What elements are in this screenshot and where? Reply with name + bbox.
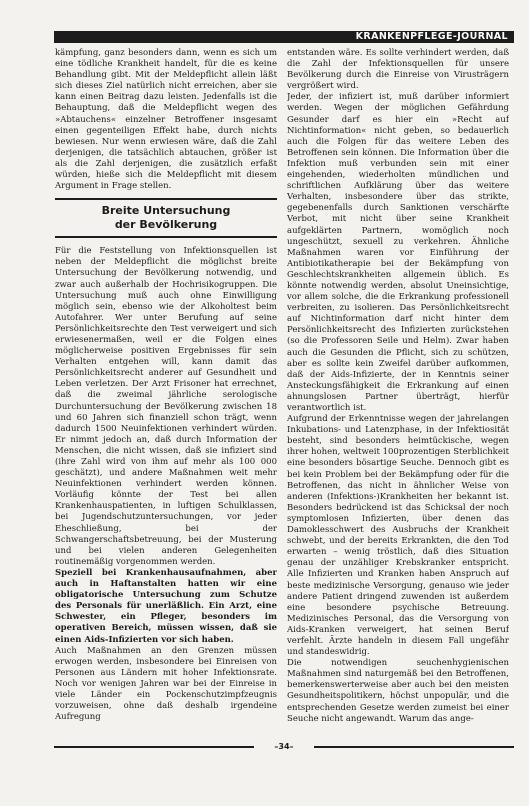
left-paragraph-3-bold: Speziell bei Krankenhausaufnahmen, aber auch in Haftanstalten hatten wir eine obligatorische Untersuchung zum Schutze des Personals für unerläßlich. Ein Arzt, eine Schwester, ein Pfleger, besonders im operativen Bereich, müssen wissen, daß sie einen Aids-Infizierten vor sich haben. [55, 567, 277, 645]
page-number: –34– [274, 742, 294, 751]
right-paragraph-4: Die notwendigen seuchenhygienischen Maßnahmen sind naturgemäß bei den Betroffenen, bemerkenswerterweise aber auch bei den meisten Gesundheitspolitikern, höchst unpopulär, und die entsprechenden Gesetze werden zumeist bei einer Seuche nicht angewandt. Warum das ange- [287, 658, 509, 724]
left-column [55, 48, 277, 738]
journal-title: KRANKENPFLEGE-JOURNAL [355, 31, 508, 42]
left-paragraph-2: Für die Feststellung von Infektionsquellen ist neben der Meldepflicht die möglichst breite Untersuchung der Bevölkerung notwendig, und zwar auch außerhalb der Hochrisikogruppen. Die Untersuchung muß auch ohne Einwilligung möglich sein, ebenso wie der Alkoholtest beim Autofahrer. Wer unter Berufung auf seine Persönlichkeitsrechte den Test verweigert und sich erwiesenermaßen, weil er die Folgen eines möglicherweise positiven Ergebnisses für sein Verhalten entgehen will, kann damit das Persönlichkeitsrecht anderer auf Gesundheit und Leben verletzen. Der Arzt Frisoner hat errechnet, daß die zweimal jährliche serologische Durchuntersuchung der Bevölkerung zwischen 18 und 60 Jahren sich finanziell schon trägt, wenn dadurch 1500 Neuinfektionen verhindert würden. Er nimmt jedoch an, daß durch Information der Menschen, die nicht wissen, daß sie infiziert sind (ihre Zahl wird von ihm auf mehr als 100 000 geschätzt), und andere Maßnahmen weit mehr Neuinfektionen verhindert werden können. Vorläufig könnte der Test bei allen Krankenhauspatienten, in luftigen Schulklassen, bei Jugendschutzuntersuchungen, vor jeder Eheschließung, bei der Schwangerschaftsbetreuung, bei der Musterung und bei vielen anderen Gelegenheiten routinemäßig vorgenommen werden. [55, 246, 277, 567]
right-paragraph-2: Jeder, der infiziert ist, muß darüber informiert werden. Wegen der möglichen Gefährdung Gesunder darf es hier ein »Recht auf Nichtinformation« nicht geben, so bedauerlich auch die Folgen für das weitere Leben des Betroffenen sein können. Die Information über die Infektion muß verbunden sein mit einer eingehenden, wiederholten mündlichen und schriftlichen Aufklärung über das weitere Verhalten, insbesondere über das strikte, gegebenenfalls durch Sanktionen verschärfte Verbot, mit nicht über seine Krankheit aufgeklärten Partnern, womöglich noch ungeschützt, sexuell zu verkehren. Ähnliche Maßnahmen waren vor Einführung der Antibiotikatherapie bei der Bekämpfung von Geschlechtskrankheiten allgemein üblich. Es könnte notwendig werden, absolut Uneinsichtige, vor allem solche, die die Erkrankung professionell verbreiten, zu isolieren. Das Persönlichkeitsrecht auf Nichtinformation darf nicht hinter dem Persönlichkeitsrecht des Infizierten zurückstehen (so die Professoren Seile und Helm). Zwar haben auch die Gesunden die Pflicht, sich zu schützen, aber es sollte kein Zweifel darüber aufkommen, daß der Aids-Infizierte, der in Kenntnis seiner Ansteckungsfähigkeit die Erkrankung auf einen ahnungslosen Partner überträgt, hierfür verantwortlich ist. [287, 92, 509, 413]
section-heading-line-2: der Bevölkerung [114, 217, 218, 231]
section-heading-box [55, 198, 277, 238]
left-paragraph-4: Auch Maßnahmen an den Grenzen müssen erwogen werden, insbesondere bei Einreisen von Personen aus Ländern mit hoher Infektionsrate. Noch vor wenigen Jahren war bei der Einreise in viele Länder ein Pockenschutzimpfzeugnis vorzuweisen, ohne daß deshalb irgendeine Aufregung [55, 645, 277, 723]
right-paragraph-3: Aufgrund der Erkenntnisse wegen der jahrelangen Inkubations- und Latenzphase, in der Infektiosität besteht, sind besonders heimtückische, wegen ihrer hohen, weltweit 100prozentigen Sterblichkeit eine besonders bösartige Seuche. Dennoch gibt es bei kein Problem bei der Bekämpfung oder für die Betroffenen, das nicht in ähnlicher Weise von anderen (Infektions-)Krankheiten her bekannt ist. Besonders bedrückend ist das Schicksal der noch symptomlosen Infizierten, über denen das Damoklesschwert des Ausbruchs der Krankheit schwebt, und der bereits Erkrankten, die den Tod erwarten – wenig tröstlich, daß dies Situation genau der unzähliger Krebskranker entspricht. Alle Infizierten und Kranken haben Anspruch auf beste medizinische Versorgung, genauso wie jeder andere Patient dringend zuwenden ist außerdem eine besondere psychische Betreuung. Medizinisches Personal, das die Versorgung von Aids-Kranken verweigert, hat seinen Beruf verfehlt. Ärzte handeln in diesem Fall ungefähr und standeswidrig. [287, 414, 509, 658]
section-heading-line-1: Breite Untersuchung [101, 204, 231, 218]
right-paragraph-1: entstanden wäre. Es sollte verhindert werden, daß die Zahl der Infektionsquellen für unsere Bevölkerung durch die Einreise von Virusträgern vergrößert wird. [287, 48, 509, 92]
right-column [287, 48, 509, 738]
left-paragraph-1: kämpfung, ganz besonders dann, wenn es sich um eine tödliche Krankheit handelt, für die es keine Behandlung gibt. Mit der Meldepflicht allein läßt sich dieses Ziel natürlich nicht erreichen, aber sie kann einen Beitrag dazu leisten. Jedenfalls ist die Behauptung, daß die Meldepflicht wegen des »Abtauchens« einzelner Betroffener insgesamt einen gegenteiligen Effekt habe, durch nichts bewiesen. Nur wenn erwiesen wäre, daß die Zahl derjenigen, die tatsächlich abtauchen, größer ist als die Zahl derjenigen, die zusätzlich erfaßt würden, hieße sich die Meldepflicht mit diesem Argument in Frage stellen. [55, 48, 277, 192]
